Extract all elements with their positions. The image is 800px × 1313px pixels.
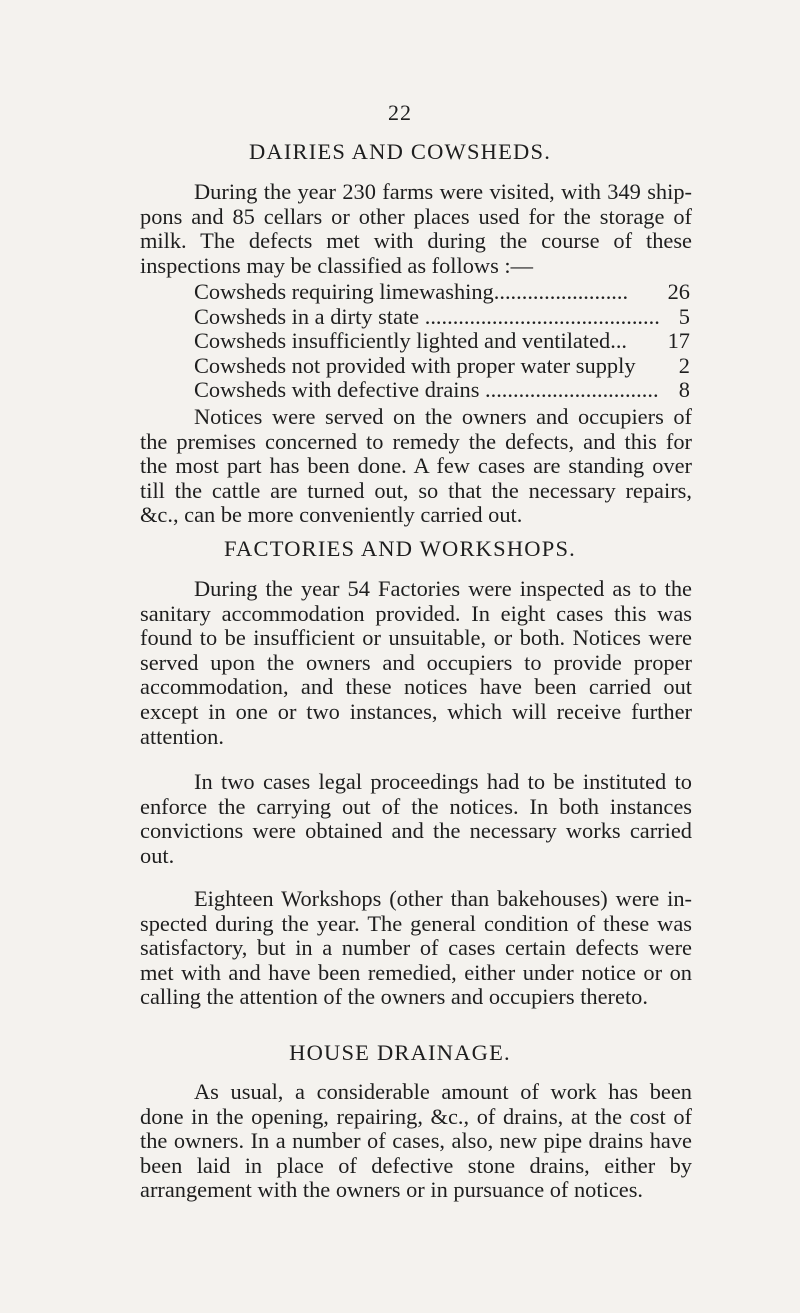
dairies-intro-paragraph: During the year 230 farms were visited, with 349 shippons and 85 cellars or other places used for the storage of milk. The defects met with during the course of these inspections may be classified as follows :— <box>140 179 692 278</box>
list-item <box>194 280 690 305</box>
cowshed-defects-list <box>194 280 690 403</box>
list-item <box>194 354 690 379</box>
drainage-paragraph-1: As usual, a considerable amount of work has been done in the opening, repairing, &c., of drains, at the cost of the owners. In a number of cases, also, new pipe drains have been laid in place of defective stone drains, either by arrangement with the owners or in pursuance of notices. <box>140 1079 692 1203</box>
defect-count: 8 <box>678 377 690 403</box>
defect-label: Cowsheds in a dirty state .......................................... <box>194 303 660 329</box>
defect-label: Cowsheds requiring limewashing........................ <box>194 279 629 304</box>
section-heading-dairies: DAIRIES AND COWSHEDS. <box>248 139 552 164</box>
factories-paragraph-2: In two cases legal proceedings had to be instituted to enforce the carrying out of the notices. In both instances convictions were obtained and the necessary works carried out. <box>140 769 692 868</box>
defect-count: 17 <box>667 328 690 354</box>
section-heading-drainage: HOUSE DRAINAGE. <box>289 1040 511 1065</box>
defect-label: Cowsheds insufficiently lighted and ventilated... <box>194 328 628 354</box>
defect-count: 26 <box>667 279 690 304</box>
section-heading-factories: FACTORIES AND WORKSHOPS. <box>224 536 576 561</box>
defect-label: Cowsheds with defective drains ............................... <box>194 377 659 403</box>
defect-label: Cowsheds not provided with proper water supply <box>194 352 636 378</box>
list-item <box>194 305 690 330</box>
list-item <box>194 329 690 354</box>
defect-count: 5 <box>678 303 690 329</box>
page-number: 22 <box>388 100 412 125</box>
defect-count: 2 <box>678 352 690 378</box>
factories-paragraph-3: Eighteen Workshops (other than bakehouses) were inspected during the year. The general condition of these was satisfactory, but in a number of cases certain defects were met with and have been remedied, either under notice or on calling the attention of the owners and occupiers thereto. <box>140 886 692 1010</box>
factories-paragraph-1: During the year 54 Factories were inspected as to the sanitary accommodation provided. In eight cases this was found to be insufficient or unsuitable, or both. Notices were served upon the owners and occupiers to provide proper accommodation, and these notices have been carried out except in one or two instances, which will receive further attention. <box>140 576 692 749</box>
list-item <box>194 378 690 403</box>
dairies-notices-paragraph: Notices were served on the owners and occupiers of the premises concerned to remedy the defects, and this for the most part has been done. A few cases are standing over till the cattle are turned out, so that the necessary repairs, &c., can be more conveniently carried out. <box>140 404 692 528</box>
